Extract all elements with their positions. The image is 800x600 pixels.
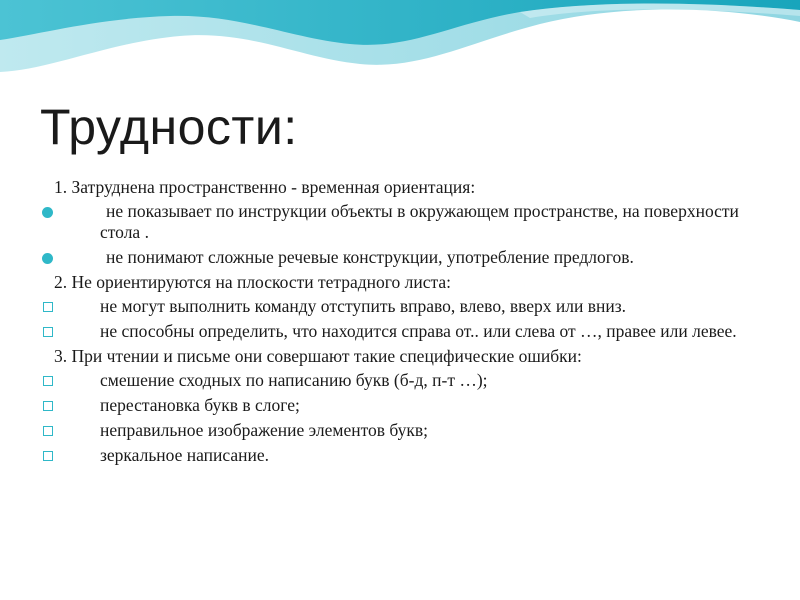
square-bullet-icon: [43, 401, 53, 411]
square-bullet-icon: [43, 327, 53, 337]
list-item: не могут выполнить команду отступить вправо, влево, вверх или вниз.: [40, 296, 760, 317]
list-item: смешение сходных по написанию букв (б-д, п-т …);: [40, 370, 760, 391]
wave-decoration: [0, 0, 800, 80]
list-item: не понимают сложные речевые конструкции, употребление предлогов.: [40, 247, 760, 268]
list-item: зеркальное написание.: [40, 445, 760, 466]
section-heading: 2. Не ориентируются на плоскости тетрадного листа:: [54, 272, 452, 292]
slide-title: Трудности:: [40, 99, 298, 155]
slide-content: [40, 177, 760, 470]
circle-bullet-icon: [42, 207, 53, 218]
list-item: перестановка букв в слоге;: [40, 395, 760, 416]
list-item: не показывает по инструкции объекты в окружающем пространстве, на поверхности стола .: [40, 201, 760, 243]
circle-bullet-icon: [42, 253, 53, 264]
list-item: неправильное изображение элементов букв;: [40, 420, 760, 441]
square-bullet-icon: [43, 376, 53, 386]
list-item: не способны определить, что находится справа от.. или слева от …, правее или левее.: [40, 321, 760, 342]
square-bullet-icon: [43, 302, 53, 312]
square-bullet-icon: [43, 451, 53, 461]
section-heading: 1. Затруднена пространственно - временная ориентация:: [54, 177, 476, 197]
square-bullet-icon: [43, 426, 53, 436]
section-heading: 3. При чтении и письме они совершают такие специфические ошибки:: [54, 346, 582, 366]
